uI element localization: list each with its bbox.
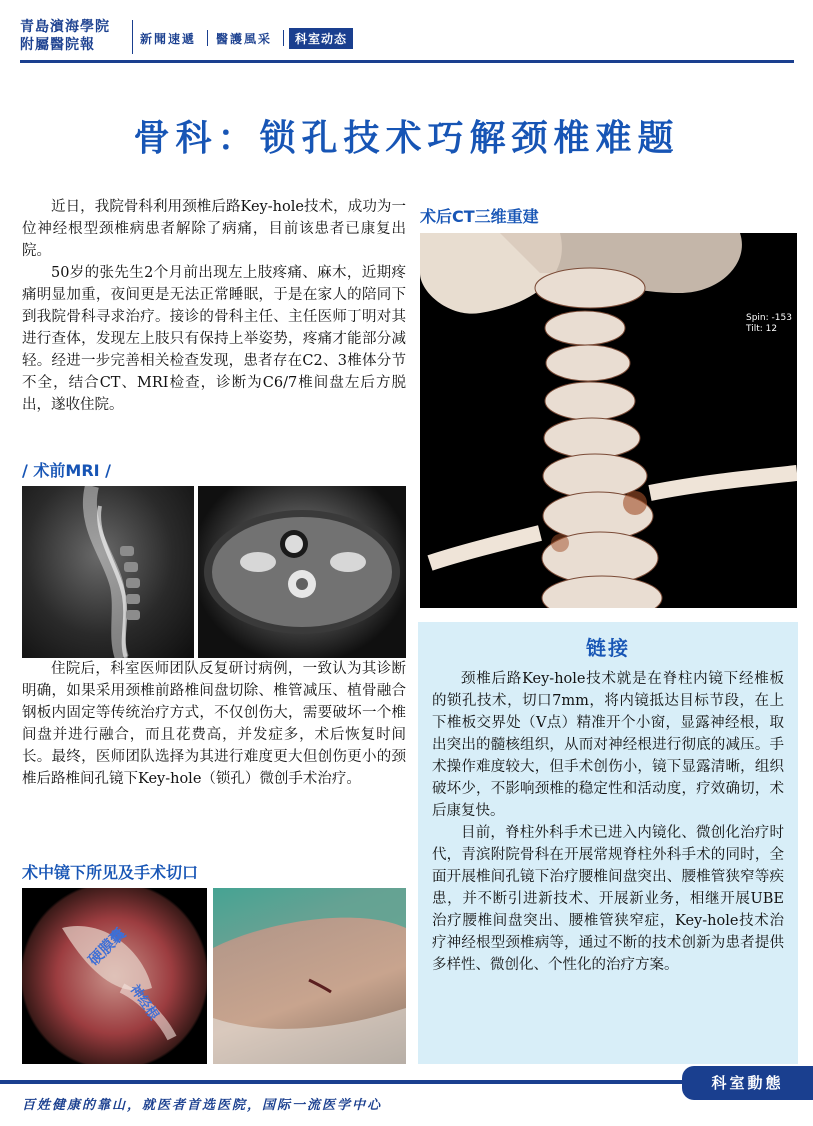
dura-sac-label: 硬膜囊 [84,924,130,970]
ct-tilt: Tilt: 12 [746,324,778,334]
nerve-root-label: 神经根 [126,982,162,1023]
ct-overlay-readout [746,313,792,335]
page-title: 骨科：锁孔技术巧解颈椎难题 [133,118,680,159]
treatment-text [22,658,406,790]
paragraph: 目前，脊柱外科手术已进入内镜化、微创化治疗时代，青滨附院骨科在开展常规脊柱外科手术的同时，全面开展椎间孔镜下治疗腰椎间盘突出、腰椎管狭窄等疾患，并不断引进新技术、开展新业务，相继开展UBE治疗腰椎间盘突出、腰椎管狭窄症，Key-hole技术治疗神经根型颈椎病等，通过不断的技术创新为患者提供多样性、微创化、个性化的治疗方案。 [432,825,784,973]
intro-text [22,196,406,416]
paragraph: 近日，我院骨科利用颈椎后路Key-hole技术，成功为一位神经根型颈椎病患者解除了病痛，目前该患者已康复出院。 [22,199,406,259]
ct-caption: 术后CT三维重建 [420,207,539,226]
logo-line-2: 附屬醫院報 [20,37,95,53]
mri-caption: / 术前MRI / [22,461,112,480]
paragraph: 住院后，科室医师团队反复研讨病例，一致认为其诊断明确，如果采用颈椎前路椎间盘切除、椎管减压、植骨融合钢板内固定等传统治疗方式，不仅创伤大，需要破坏一个椎间盘并进行融合，而且花费高，并发症多，术后恢复时间长。最终，医师团队选择为其进行难度更大但创伤更小的颈椎后路椎间孔镜下Key-hole（锁孔）微创手术治疗。 [22,661,406,787]
logo-line-1: 青島濱海學院 [20,19,110,35]
link-box-title: 链接 [586,636,630,660]
ct-3d-reconstruction-image [420,233,797,608]
nav-divider [283,30,284,46]
footer-slogan: 百姓健康的靠山，就医者首选医院，国际一流医学中心 [22,1098,383,1113]
newspaper-logo [20,18,138,54]
endoscope-view-image [22,888,207,1064]
incision-photo [213,888,406,1064]
nav-department-news[interactable]: 科室动态 [289,28,353,49]
endoscope-caption: 术中镜下所见及手术切口 [22,863,199,882]
sagittal-mri-image [22,486,194,658]
paragraph: 颈椎后路Key-hole技术就是在脊柱内镜下经椎板的锁孔技术，切口7mm，将内镜抵达目标节段，在上下椎板交界处（V点）精准开个小窗，显露神经根，取出突出的髓核组织，从而对神经根进行彻底的减压。手术操作难度较大，但手术创伤小，镜下显露清晰，组织破坏少，不影响颈椎的稳定性和活动度，疗效确切，术后康复快。 [432,671,784,819]
header-rule [20,60,794,63]
header-separator [132,20,133,54]
footer-section-tag: 科室動態 [682,1066,813,1100]
ct-spin: Spin: -153 [746,313,792,323]
axial-mri-image [198,486,406,658]
link-box-text [432,668,784,976]
nav-divider [207,30,208,46]
nav-news[interactable]: 新聞速遞 [140,32,197,46]
paragraph: 50岁的张先生2个月前出现左上肢疼痛、麻木，近期疼痛明显加重，夜间更是无法正常睡眠，于是在家人的陪同下到我院骨科寻求治疗。接诊的骨科主任、主任医师丁明对其进行查体，发现左上肢只有保持上举姿势，疼痛才能部分减轻。经进一步完善相关检查发现，患者存在C2、3椎体分节不全，结合CT、MRI检查，诊断为C6/7椎间盘左后方脱出，遂收住院。 [22,265,406,413]
nav-staff[interactable]: 醫護風采 [216,32,273,46]
